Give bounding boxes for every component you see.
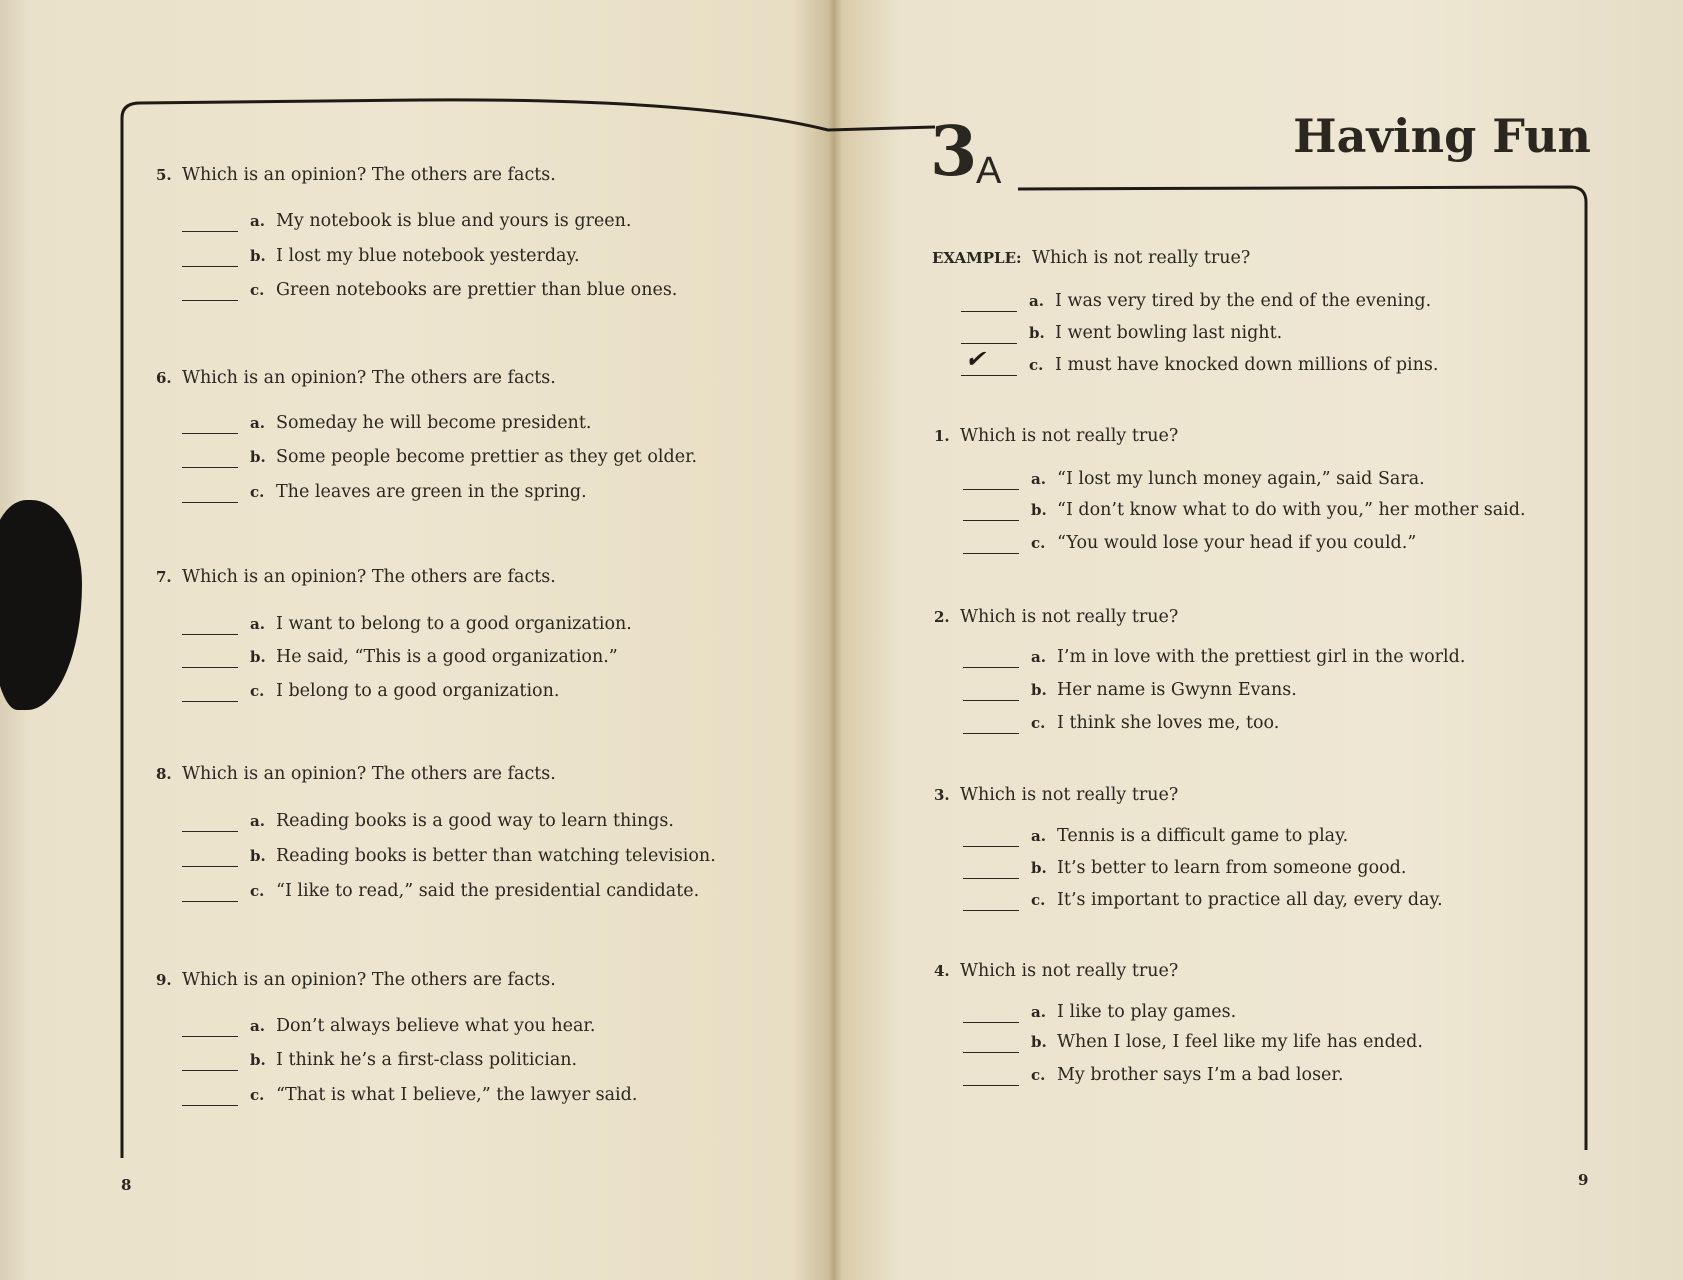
option-text: “You would lose your head if you could.”: [1057, 533, 1417, 553]
option-letter: c.: [1031, 534, 1046, 552]
answer-option: [963, 1032, 1423, 1053]
answer-blank[interactable]: [963, 649, 1019, 668]
question-right_pageexample: [932, 248, 1250, 268]
answer-option: [182, 1016, 595, 1037]
question-number: 3.: [934, 786, 950, 804]
answer-blank[interactable]: [182, 1052, 238, 1071]
option-letter: b.: [1029, 324, 1045, 342]
option-letter: c.: [250, 1086, 265, 1104]
answer-blank[interactable]: [182, 1087, 238, 1106]
answer-option: [963, 1065, 1343, 1086]
question-left_pagequestions1: [156, 368, 556, 388]
answer-option: [182, 1085, 637, 1106]
option-letter: b.: [1031, 501, 1047, 519]
option-text: I want to belong to a good organization.: [276, 614, 632, 634]
checkmark-icon: ✔: [965, 345, 986, 373]
answer-blank[interactable]: [961, 325, 1017, 344]
option-letter: a.: [250, 812, 265, 830]
page-title: Having Fun: [1293, 109, 1591, 163]
option-text: I like to play games.: [1057, 1002, 1237, 1022]
question-number: 6.: [156, 369, 172, 387]
answer-option: [182, 647, 618, 668]
answer-blank[interactable]: [182, 415, 238, 434]
answer-option: [963, 533, 1416, 554]
question-number: 8.: [156, 765, 172, 783]
page-number-left: 8: [121, 1176, 132, 1194]
option-letter: a.: [1029, 292, 1044, 310]
answer-option: [182, 246, 580, 267]
option-letter: b.: [250, 1051, 266, 1069]
answer-blank[interactable]: [963, 860, 1019, 879]
answer-blank[interactable]: [182, 683, 238, 702]
answer-blank[interactable]: [182, 449, 238, 468]
page-number-right: 9: [1578, 1171, 1589, 1189]
question-prompt: Which is an opinion? The others are facts.: [182, 970, 556, 990]
question-number: 1.: [934, 427, 950, 445]
answer-option: [963, 713, 1279, 734]
question-right_pagequestions3: [934, 961, 1178, 981]
answer-option: [182, 211, 631, 232]
option-text: I was very tired by the end of the evening.: [1055, 291, 1432, 311]
answer-option: [963, 680, 1297, 701]
option-text: It’s better to learn from someone good.: [1057, 858, 1407, 878]
answer-blank[interactable]: [182, 1018, 238, 1037]
question-number: 4.: [934, 962, 950, 980]
option-text: He said, “This is a good organization.”: [276, 647, 618, 667]
option-letter: b.: [250, 448, 266, 466]
option-text: I lost my blue notebook yesterday.: [276, 246, 580, 266]
question-prompt: Which is an opinion? The others are facts.: [182, 368, 556, 388]
question-right_pagequestions0: [934, 426, 1178, 446]
answer-option: [182, 811, 674, 832]
option-letter: c.: [1031, 891, 1046, 909]
option-text: “I don’t know what to do with you,” her mother said.: [1057, 500, 1526, 520]
option-letter: b.: [1031, 859, 1047, 877]
answer-option: [182, 681, 559, 702]
option-text: When I lose, I feel like my life has ended.: [1057, 1032, 1423, 1052]
answer-blank[interactable]: [182, 848, 238, 867]
option-letter: c.: [250, 882, 265, 900]
answer-option: [182, 846, 716, 867]
option-text: My brother says I’m a bad loser.: [1057, 1065, 1344, 1085]
option-text: Someday he will become president.: [276, 413, 592, 433]
option-letter: b.: [250, 847, 266, 865]
answer-option: [182, 482, 587, 503]
question-left_pagequestions2: [156, 567, 556, 587]
answer-option: [963, 469, 1425, 490]
question-right_pagequestions1: [934, 607, 1178, 627]
question-left_pagequestions3: [156, 764, 556, 784]
question-number: 5.: [156, 166, 172, 184]
answer-blank[interactable]: [182, 484, 238, 503]
option-letter: a.: [1031, 648, 1046, 666]
question-number: 7.: [156, 568, 172, 586]
option-text: It’s important to practice all day, every day.: [1057, 890, 1443, 910]
answer-option: [963, 1002, 1236, 1023]
option-letter: c.: [1031, 1066, 1046, 1084]
answer-blank[interactable]: [963, 471, 1019, 490]
answer-blank[interactable]: [182, 813, 238, 832]
answer-blank[interactable]: [963, 502, 1019, 521]
option-letter: a.: [250, 212, 265, 230]
question-prompt: Which is not really true?: [960, 426, 1179, 446]
unit-letter: A: [976, 150, 1002, 192]
option-text: “That is what I believe,” the lawyer said.: [276, 1085, 638, 1105]
question-right_pagequestions2: [934, 785, 1178, 805]
answer-blank[interactable]: [963, 682, 1019, 701]
question-left_pagequestions0: [156, 165, 556, 185]
question-number: 2.: [934, 608, 950, 626]
answer-blank[interactable]: [961, 293, 1017, 312]
option-text: “I like to read,” said the presidential candidate.: [276, 881, 700, 901]
answer-option: [963, 826, 1348, 847]
option-text: I’m in love with the prettiest girl in the world.: [1057, 647, 1466, 667]
answer-option: [963, 647, 1465, 668]
option-letter: a.: [1031, 470, 1046, 488]
question-prompt: Which is an opinion? The others are facts.: [182, 764, 556, 784]
answer-blank[interactable]: [182, 649, 238, 668]
answer-blank[interactable]: [182, 248, 238, 267]
answer-option: [963, 500, 1526, 521]
answer-option: [182, 280, 677, 301]
option-letter: a.: [1031, 827, 1046, 845]
question-number: EXAMPLE:: [932, 249, 1022, 267]
question-left_pagequestions4: [156, 970, 556, 990]
answer-option: [963, 858, 1406, 879]
option-text: “I lost my lunch money again,” said Sara.: [1057, 469, 1425, 489]
option-text: Some people become prettier as they get older.: [276, 447, 698, 467]
answer-option: [182, 881, 699, 902]
option-text: Her name is Gwynn Evans.: [1057, 680, 1297, 700]
option-letter: a.: [1031, 1003, 1046, 1021]
option-letter: b.: [1031, 681, 1047, 699]
option-text: Don’t always believe what you hear.: [276, 1016, 596, 1036]
option-text: My notebook is blue and yours is green.: [276, 211, 632, 231]
question-prompt: Which is not really true?: [1032, 248, 1251, 268]
answer-blank[interactable]: [182, 616, 238, 635]
unit-number: 3: [930, 112, 978, 192]
option-letter: c.: [250, 281, 265, 299]
answer-blank[interactable]: [963, 715, 1019, 734]
option-letter: c.: [250, 682, 265, 700]
answer-blank[interactable]: [963, 828, 1019, 847]
answer-blank[interactable]: [963, 535, 1019, 554]
option-text: Tennis is a difficult game to play.: [1057, 826, 1349, 846]
answer-option: [182, 614, 632, 635]
answer-option: [961, 323, 1282, 344]
answer-blank[interactable]: [182, 883, 238, 902]
answer-option: [182, 1050, 577, 1071]
option-letter: b.: [250, 648, 266, 666]
question-prompt: Which is an opinion? The others are facts.: [182, 567, 556, 587]
option-letter: c.: [1031, 714, 1046, 732]
option-text: Reading books is better than watching television.: [276, 846, 716, 866]
answer-option: [963, 890, 1443, 911]
option-text: I went bowling last night.: [1055, 323, 1283, 343]
answer-blank[interactable]: [182, 213, 238, 232]
answer-blank[interactable]: [963, 1034, 1019, 1053]
option-text: I think she loves me, too.: [1057, 713, 1280, 733]
option-letter: c.: [1029, 356, 1044, 374]
answer-blank[interactable]: [963, 1004, 1019, 1023]
question-prompt: Which is not really true?: [960, 607, 1179, 627]
answer-option: [961, 345, 1439, 376]
option-letter: a.: [250, 1017, 265, 1035]
question-number: 9.: [156, 971, 172, 989]
option-letter: b.: [250, 247, 266, 265]
option-letter: a.: [250, 615, 265, 633]
option-text: I think he’s a first-class politician.: [276, 1050, 578, 1070]
answer-blank[interactable]: [963, 1067, 1019, 1086]
option-text: I must have knocked down millions of pins.: [1055, 355, 1439, 375]
option-letter: a.: [250, 414, 265, 432]
question-prompt: Which is not really true?: [960, 961, 1179, 981]
answer-blank[interactable]: [963, 892, 1019, 911]
answer-option: [182, 413, 591, 434]
answer-blank[interactable]: [182, 282, 238, 301]
option-letter: b.: [1031, 1033, 1047, 1051]
option-text: I belong to a good organization.: [276, 681, 560, 701]
option-letter: c.: [250, 483, 265, 501]
question-prompt: Which is an opinion? The others are facts.: [182, 165, 556, 185]
option-text: The leaves are green in the spring.: [276, 482, 587, 502]
answer-option: [182, 447, 697, 468]
question-prompt: Which is not really true?: [960, 785, 1179, 805]
option-text: Reading books is a good way to learn things.: [276, 811, 674, 831]
answer-option: [961, 291, 1431, 312]
option-text: Green notebooks are prettier than blue ones.: [276, 280, 678, 300]
